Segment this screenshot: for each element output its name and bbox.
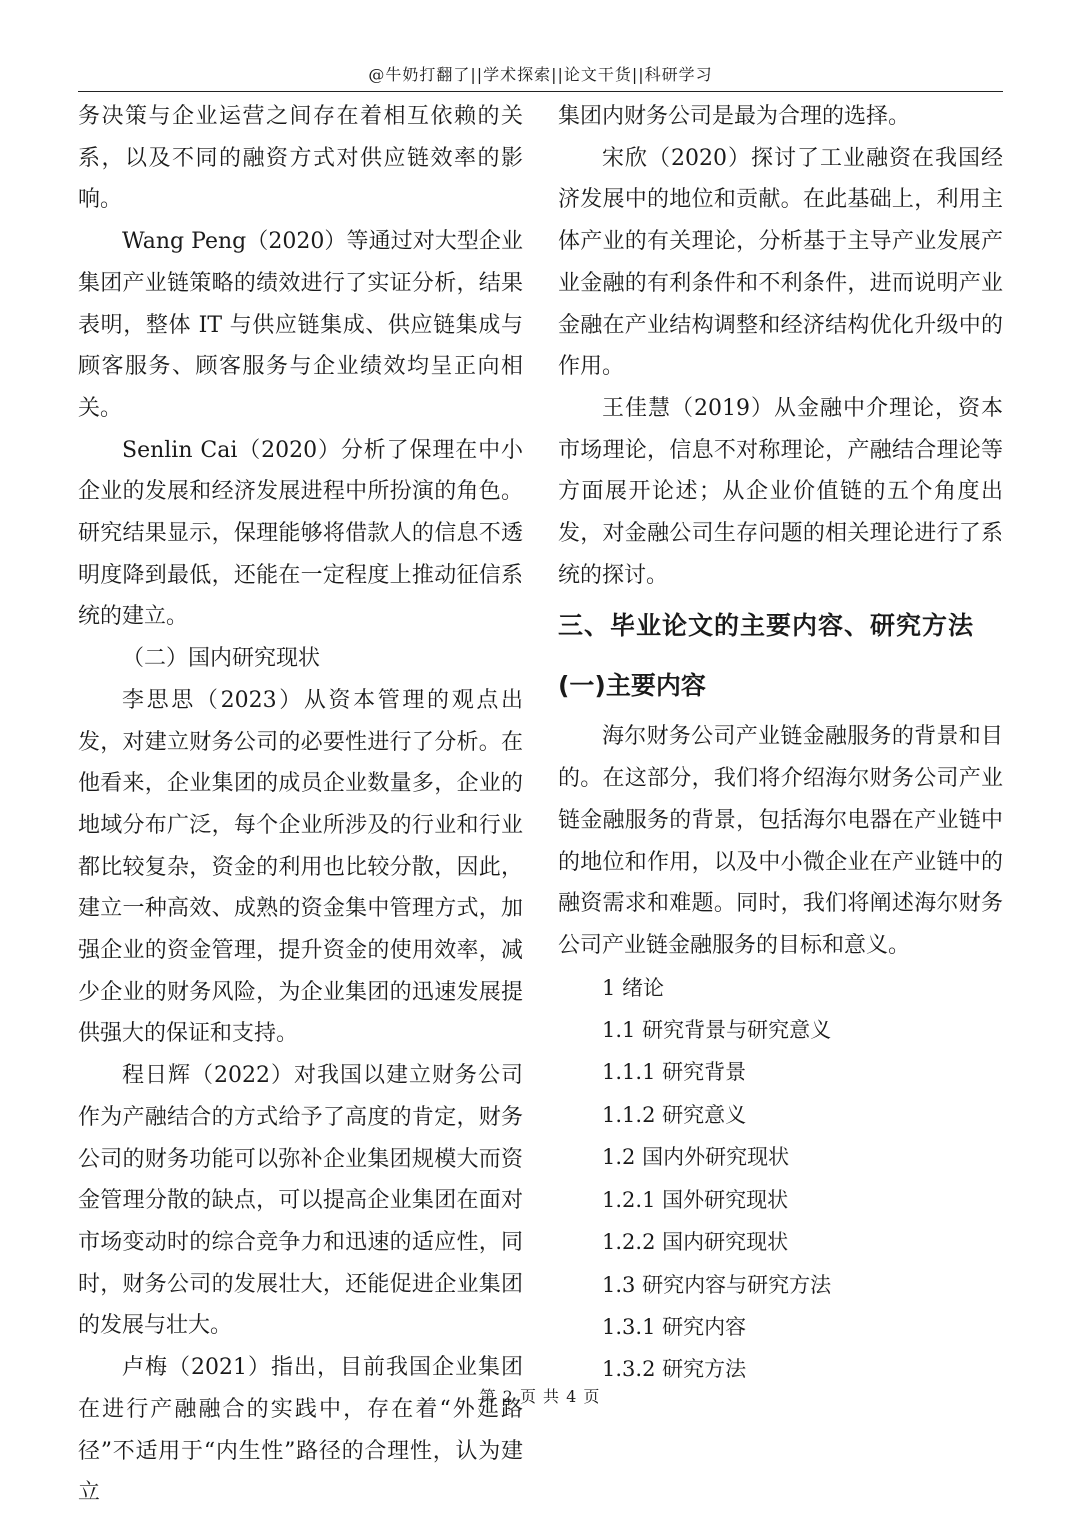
outline-item: 1.3 研究内容与研究方法	[602, 1272, 832, 1297]
paragraph: Wang Peng（2020）等通过对大型企业集团产业链策略的绩效进行了实证分析，结果表明，整体 IT 与供应链集成、供应链集成与顾客服务、顾客服务与企业绩效均呈正向相关。	[78, 229, 523, 421]
paragraph: 集团内财务公司是最为合理的选择。	[558, 104, 911, 129]
paragraph: 宋欣（2020）探讨了工业融资在我国经济发展中的地位和贡献。在此基础上，利用主体产业的有关理论，分析基于主导产业发展产业金融的有利条件和不利条件，进而说明产业金融在产业结构调整和经济结构优化升级中的作用。	[558, 145, 1003, 380]
outline-item: 1.1 研究背景与研究意义	[602, 1018, 832, 1043]
paragraph: 海尔财务公司产业链金融服务的背景和目的。在这部分，我们将介绍海尔财务公司产业链金融服务的背景，包括海尔电器在产业链中的地位和作用，以及中小微企业在产业链中的融资需求和难题。同时，我们将阐述海尔财务公司产业链金融服务的目标和意义。	[558, 724, 1003, 958]
section-subheading: （二）国内研究现状	[122, 646, 321, 672]
outline-item: 1.3.1 研究内容	[602, 1314, 747, 1339]
outline-list	[558, 967, 1003, 1391]
paragraph: 务决策与企业运营之间存在着相互依赖的关系，以及不同的融资方式对供应链效率的影响。	[78, 104, 523, 213]
paragraph: 卢梅（2021）指出，目前我国企业集团在进行产融融合的实践中，存在着“外延路径”不适用于“内生性”路径的合理性，认为建立	[78, 1355, 523, 1506]
page-footer: 第 2 页 共 4 页	[479, 1387, 601, 1406]
paragraph: Senlin Cai（2020）分析了保理在中小企业的发展和经济发展进程中所扮演的角色。研究结果显示，保理能够将借款人的信息不透明度降到最低，还能在一定程度上推动征信系统的建立。	[78, 437, 523, 630]
section-heading: 三、毕业论文的主要内容、研究方法	[558, 611, 975, 641]
outline-item: 1.1.2 研究意义	[602, 1102, 747, 1127]
subsection-heading: (一)主要内容	[558, 671, 706, 701]
left-column	[78, 96, 523, 1514]
page-header: @牛奶打翻了||学术探索||论文干货||科研学习	[78, 62, 1003, 92]
paragraph: 王佳慧（2019）从金融中介理论，资本市场理论，信息不对称理论，产融结合理论等方面展开论述；从企业价值链的五个角度出发，对金融公司生存问题的相关理论进行了系统的探讨。	[558, 395, 1003, 588]
outline-item: 1.2.2 国内研究现状	[602, 1230, 789, 1255]
outline-item: 1 绪论	[602, 975, 665, 1000]
paragraph: 李思思（2023）从资本管理的观点出发，对建立财务公司的必要性进行了分析。在他看来，企业集团的成员企业数量多，企业的地域分布广泛，每个企业所涉及的行业和行业都比较复杂，资金的利用也比较分散，因此，建立一种高效、成熟的资金集中管理方式，加强企业的资金管理，提升资金的使用效率，减少企业的财务风险，为企业集团的迅速发展提供强大的保证和支持。	[78, 687, 523, 1047]
outline-item: 1.2 国内外研究现状	[602, 1145, 790, 1170]
outline-item: 1.3.2 研究方法	[602, 1357, 747, 1382]
paragraph: 程日辉（2022）对我国以建立财务公司作为产融结合的方式给予了高度的肯定，财务公司的财务功能可以弥补企业集团规模大而资金管理分散的缺点，可以提高企业集团在面对市场变动时的综合竞争力和迅速的适应性，同时，财务公司的发展壮大，还能促进企业集团的发展与壮大。	[78, 1063, 523, 1339]
outline-item: 1.1.1 研究背景	[602, 1060, 747, 1085]
right-column	[558, 96, 1003, 1391]
outline-item: 1.2.1 国外研究现状	[602, 1187, 789, 1212]
